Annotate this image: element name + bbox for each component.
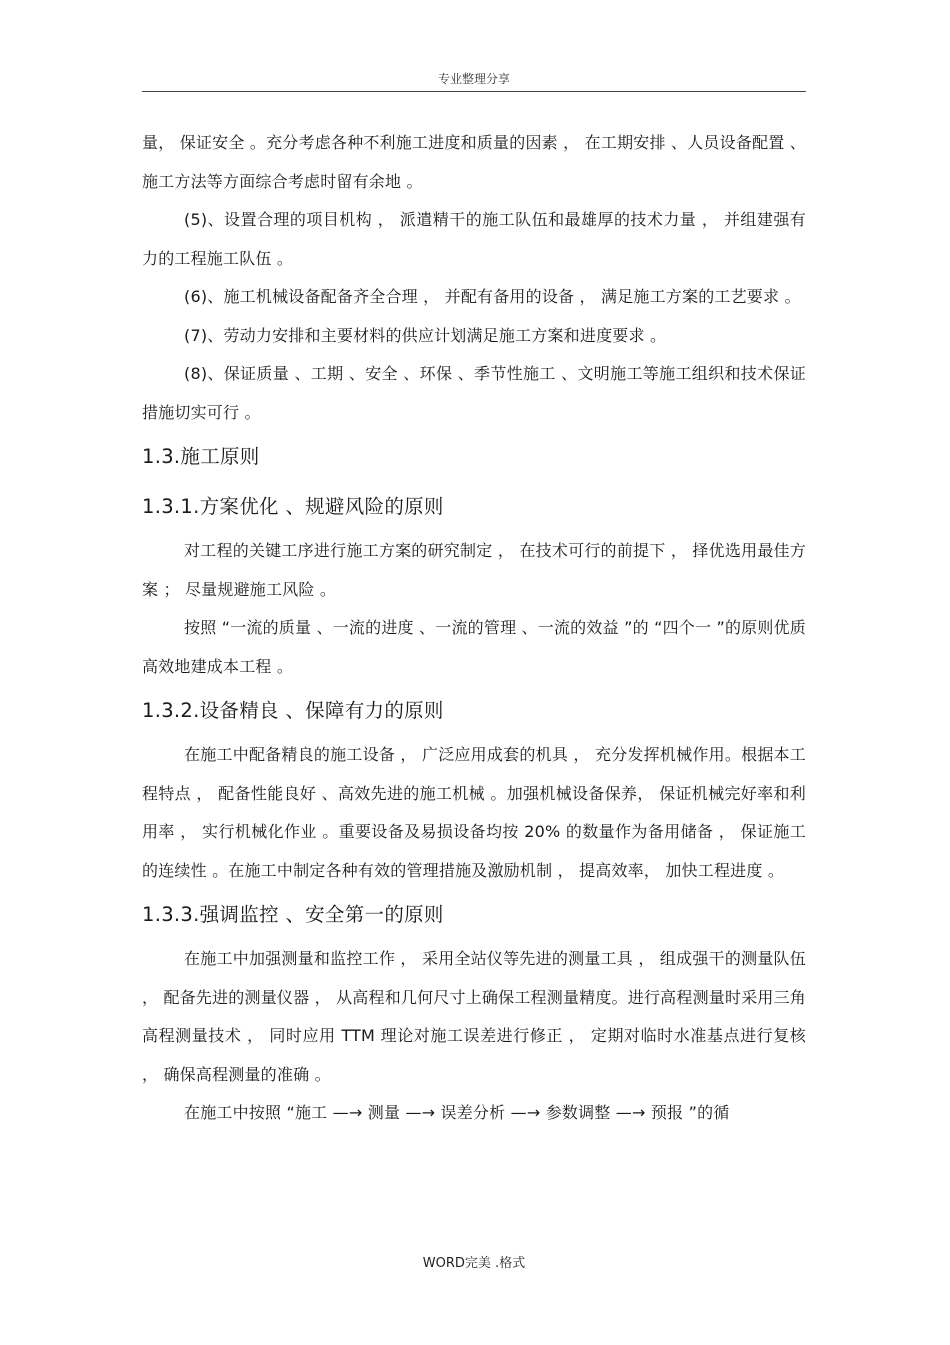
paragraph-1-3-1-b: 按照 “一流的质量 、一流的进度 、一流的管理 、一流的效益 ”的 “四个一 ”的原则优质高效地建成本工程 。	[142, 618, 806, 676]
paragraph-1-3-3-b: 在施工中按照 “施工 —→ 测量 —→ 误差分析 —→ 参数调整 —→ 预报 ”的循	[184, 1103, 730, 1122]
document-body	[142, 124, 806, 1133]
section-heading-1-3-1: 1.3.1.方案优化 、规避风险的原则	[142, 495, 444, 518]
section-heading-1-3: 1.3.施工原则	[142, 445, 260, 468]
section-heading-1-3-3: 1.3.3.强调监控 、安全第一的原则	[142, 903, 444, 926]
paragraph-item-5: (5)、设置合理的项目机构 ， 派遣精干的施工队伍和最雄厚的技术力量 ， 并组建强有力的工程施工队伍 。	[142, 210, 806, 268]
header-rule	[142, 91, 806, 92]
paragraph-1-3-3-a: 在施工中加强测量和监控工作 ， 采用全站仪等先进的测量工具 ， 组成强干的测量队伍 ， 配备先进的测量仪器 ， 从高程和几何尺寸上确保工程测量精度。进行高程测量时采用三角高程测量技术 ， 同时应用 TTM 理论对施工误差进行修正 ， 定期对临时水准基点进行复核 ， 确保高程测量的准确 。	[142, 949, 806, 1084]
paragraph-item-8: (8)、保证质量 、工期 、安全 、环保 、季节性施工 、文明施工等施工组织和技术保证措施切实可行 。	[142, 364, 806, 422]
paragraph-1-3-1-a: 对工程的关键工序进行施工方案的研究制定 ， 在技术可行的前提下 ， 择优选用最佳方案 ； 尽量规避施工风险 。	[142, 541, 806, 599]
section-heading-1-3-2: 1.3.2.设备精良 、保障有力的原则	[142, 699, 444, 722]
paragraph-continuation: 量， 保证安全 。充分考虑各种不利施工进度和质量的因素 ， 在工期安排 、人员设备配置 、施工方法等方面综合考虑时留有余地 。	[142, 133, 806, 191]
paragraph-item-6: (6)、施工机械设备配备齐全合理 ， 并配有备用的设备 ， 满足施工方案的工艺要求 。	[184, 287, 801, 306]
paragraph-1-3-2: 在施工中配备精良的施工设备 ， 广泛应用成套的机具 ， 充分发挥机械作用。根据本工程特点 ， 配备性能良好 、高效先进的施工机械 。加强机械设备保养， 保证机械完好率和利用率 ， 实行机械化作业 。重要设备及易损设备均按 20% 的数量作为备用储备 ， 保证施工的连续性 。在施工中制定各种有效的管理措施及激励机制 ， 提高效率， 加快工程进度 。	[142, 745, 806, 880]
paragraph-item-7: (7)、劳动力安排和主要材料的供应计划满足施工方案和进度要求 。	[184, 325, 667, 345]
page-footer: WORD完美 .格式	[422, 1256, 526, 1271]
page-header: 专业整理分享	[437, 72, 510, 86]
